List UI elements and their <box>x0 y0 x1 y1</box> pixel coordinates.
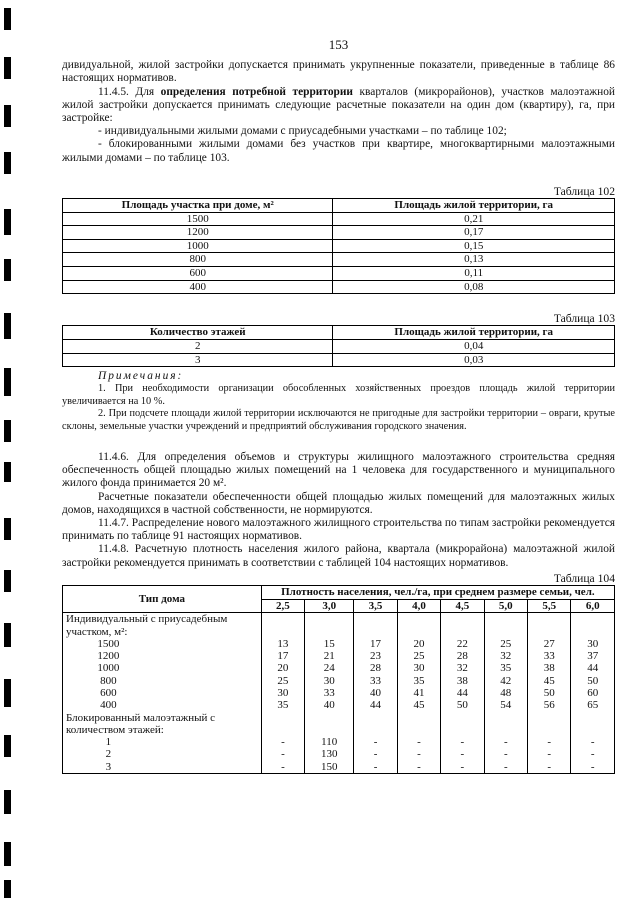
binding-mark <box>4 842 11 866</box>
table-row <box>63 253 615 267</box>
family-size-header: 4,5 <box>441 599 484 613</box>
table-cell: 33 <box>528 650 571 662</box>
table-cell: - <box>397 761 440 774</box>
table-cell: - <box>261 736 304 748</box>
table-row <box>63 662 615 674</box>
table-cell: 0,13 <box>333 253 615 267</box>
table-102-caption: Таблица 102 <box>553 184 615 198</box>
table-cell: 3 <box>63 353 333 367</box>
table-row <box>63 226 615 240</box>
table-cell: - <box>571 748 615 760</box>
paragraph-11-4-5-prefix: 11.4.5. Для <box>98 85 161 98</box>
table-cell: 0,15 <box>333 239 615 253</box>
table-cell: 37 <box>571 650 615 662</box>
table-cell: 0,08 <box>333 280 615 294</box>
table-row <box>63 761 615 774</box>
table-cell: 110 <box>305 736 354 748</box>
row-label: 1000 <box>63 662 262 674</box>
row-label: 3 <box>63 761 262 774</box>
binding-mark <box>4 209 11 235</box>
table-cell: 25 <box>484 638 527 650</box>
table-103-caption: Таблица 103 <box>553 312 615 326</box>
table-cell: 20 <box>397 638 440 650</box>
family-size-header: 5,0 <box>484 599 527 613</box>
table-cell: 30 <box>397 662 440 674</box>
table-cell: - <box>484 761 527 774</box>
table-cell: 48 <box>484 687 527 699</box>
row-label: 1200 <box>63 650 262 662</box>
table-cell: - <box>528 736 571 748</box>
table-cell: 45 <box>528 675 571 687</box>
table-cell: 0,21 <box>333 212 615 226</box>
table-cell: 17 <box>261 650 304 662</box>
table-cell: 13 <box>261 638 304 650</box>
binding-mark <box>4 259 11 281</box>
table-cell: 150 <box>305 761 354 774</box>
family-size-header: 4,0 <box>397 599 440 613</box>
table-cell: 33 <box>354 675 397 687</box>
table-cell: 32 <box>484 650 527 662</box>
table-cell: 41 <box>397 687 440 699</box>
document-page <box>62 38 615 774</box>
binding-mark <box>4 105 11 127</box>
table-cell: 22 <box>441 638 484 650</box>
table-cell: 21 <box>305 650 354 662</box>
table-group-row <box>63 613 615 638</box>
table-cell: - <box>354 736 397 748</box>
table-104-header-density: Плотность населения, чел./га, при среднем размере семьи, чел. <box>261 586 614 600</box>
paragraph-11-4-5 <box>62 86 615 126</box>
table-cell: - <box>528 761 571 774</box>
table-cell: 20 <box>261 662 304 674</box>
row-label: 800 <box>63 675 262 687</box>
table-row <box>63 687 615 699</box>
row-label: 1500 <box>63 638 262 650</box>
paragraph-11-4-5-suffix: кварталов (микрорайонов), участков малоэтажной жилой застройки допускается принимать следующие расчетные показатели на один дом (квартиру), га, при застройке: <box>62 85 616 125</box>
table-cell: 44 <box>354 699 397 711</box>
table-cell: - <box>354 761 397 774</box>
table-cell: - <box>441 761 484 774</box>
family-size-header: 2,5 <box>261 599 304 613</box>
table-cell: 1200 <box>63 226 333 240</box>
table-cell: - <box>397 736 440 748</box>
table-cell: 0,17 <box>333 226 615 240</box>
paragraph-11-4-5-bold: определения потребной территории <box>160 85 353 98</box>
binding-mark <box>4 570 11 592</box>
list-item-blocked-houses: - блокированными жилыми домами без участков при квартире, многоквартирными малоэтажными жилыми домами – по таблице 103. <box>62 138 615 164</box>
table-cell: 2 <box>63 339 333 353</box>
table-cell: 30 <box>305 675 354 687</box>
table-cell: 50 <box>571 675 615 687</box>
table-row <box>63 650 615 662</box>
binding-mark <box>4 623 11 647</box>
table-102-header-residential-area: Площадь жилой территории, га <box>333 199 615 213</box>
table-row <box>63 638 615 650</box>
family-size-header: 3,5 <box>354 599 397 613</box>
table-104-header-house-type: Тип дома <box>63 586 262 613</box>
note-item: 2. При подсчете площади жилой территории исключаются не пригодные для застройки территории – овраги, крутые склоны, земельные участки учреждений и предприятий обслуживания городского значения. <box>62 408 615 432</box>
table-cell: 130 <box>305 748 354 760</box>
table-cell: 600 <box>63 267 333 281</box>
table-cell: 54 <box>484 699 527 711</box>
table-cell: 15 <box>305 638 354 650</box>
table-cell: 17 <box>354 638 397 650</box>
table-cell: 23 <box>354 650 397 662</box>
table-cell: 50 <box>441 699 484 711</box>
table-cell: 30 <box>571 638 615 650</box>
table-cell: 800 <box>63 253 333 267</box>
binding-mark <box>4 790 11 814</box>
table-cell: 1000 <box>63 239 333 253</box>
page-number: 153 <box>328 37 349 52</box>
table-group-row <box>63 712 615 737</box>
family-size-header: 6,0 <box>571 599 615 613</box>
binding-mark <box>4 313 11 339</box>
table-cell: 42 <box>484 675 527 687</box>
table-cell: - <box>397 748 440 760</box>
table-cell: 38 <box>441 675 484 687</box>
table-cell: - <box>354 748 397 760</box>
table-cell: 35 <box>484 662 527 674</box>
table-cell: 65 <box>571 699 615 711</box>
table-row <box>63 212 615 226</box>
table-cell: 38 <box>528 662 571 674</box>
table-cell: 24 <box>305 662 354 674</box>
table-cell: - <box>571 761 615 774</box>
table-cell: - <box>261 761 304 774</box>
table-cell: 35 <box>261 699 304 711</box>
table-103 <box>62 325 615 367</box>
row-label: 2 <box>63 748 262 760</box>
binding-mark <box>4 518 11 540</box>
row-label: 600 <box>63 687 262 699</box>
table-row <box>63 748 615 760</box>
binding-mark <box>4 462 11 482</box>
table-cell: 35 <box>397 675 440 687</box>
table-cell: 33 <box>305 687 354 699</box>
table-104 <box>62 585 615 774</box>
table-row <box>63 267 615 281</box>
table-row <box>63 675 615 687</box>
binding-mark <box>4 420 11 442</box>
binding-mark <box>4 735 11 757</box>
table-103-header-residential-area: Площадь жилой территории, га <box>333 326 615 340</box>
table-cell: 45 <box>397 699 440 711</box>
table-102-header-plot-area: Площадь участка при доме, м² <box>63 199 333 213</box>
table-row <box>63 699 615 711</box>
table-cell: 32 <box>441 662 484 674</box>
table-cell: 60 <box>571 687 615 699</box>
table-cell: 28 <box>354 662 397 674</box>
notes-block <box>62 370 615 433</box>
binding-mark <box>4 8 11 30</box>
binding-mark <box>4 368 11 396</box>
paragraph-private-housing: Расчетные показатели обеспеченности общей площадью жилых помещений для малоэтажных жилых домов, находящихся в частной собственности, не нормируются. <box>62 490 615 516</box>
binding-mark <box>4 880 11 898</box>
table-104-caption: Таблица 104 <box>553 571 615 585</box>
table-cell: 27 <box>528 638 571 650</box>
table-cell: 40 <box>354 687 397 699</box>
table-cell: 1500 <box>63 212 333 226</box>
table-cell: 400 <box>63 280 333 294</box>
row-label: 400 <box>63 699 262 711</box>
table-cell: 0,04 <box>333 339 615 353</box>
table-row <box>63 280 615 294</box>
table-row <box>63 239 615 253</box>
table-row <box>63 736 615 748</box>
table-row <box>63 339 615 353</box>
table-cell: 44 <box>571 662 615 674</box>
table-cell: - <box>441 748 484 760</box>
family-size-header: 3,0 <box>305 599 354 613</box>
table-cell: - <box>484 748 527 760</box>
note-item: 1. При необходимости организации обособленных хозяйственных проездов площадь жилой территории увеличивается на 10 %. <box>62 383 615 407</box>
row-label: 1 <box>63 736 262 748</box>
table-cell: 40 <box>305 699 354 711</box>
table-row <box>63 353 615 367</box>
table-cell: 25 <box>397 650 440 662</box>
binding-mark <box>4 57 11 79</box>
paragraph-11-4-7: 11.4.7. Распределение нового малоэтажного жилищного строительства по типам застройки рекомендуется принимать по таблице 91 настоящих нормативов. <box>62 517 615 543</box>
table-cell: 44 <box>441 687 484 699</box>
paragraph-continuation: дивидуальной, жилой застройки допускается принимать укрупненные показатели, приведенные в таблице 86 настоящих нормативов. <box>62 59 615 85</box>
table-cell: 28 <box>441 650 484 662</box>
table-cell: - <box>571 736 615 748</box>
table-cell: 0,03 <box>333 353 615 367</box>
paragraph-11-4-6: 11.4.6. Для определения объемов и структуры жилищного малоэтажного строительства средняя обеспеченность общей площадью жилых помещений на 1 человека для государственного и муниципального жилого фонда принимается 20 м². <box>62 451 615 490</box>
table-cell: 30 <box>261 687 304 699</box>
binding-mark <box>4 152 11 174</box>
table-cell: 25 <box>261 675 304 687</box>
group-label-individual: Индивидуальный с приусадебным участком, м²: <box>63 613 262 638</box>
table-cell: 56 <box>528 699 571 711</box>
table-103-header-floors: Количество этажей <box>63 326 333 340</box>
notes-title: Примечания: <box>98 370 184 383</box>
group-label-blocked: Блокированный малоэтажный с количеством этажей: <box>63 712 262 737</box>
table-102 <box>62 198 615 294</box>
list-item-individual-houses: - индивидуальными жилыми домами с приусадебными участками – по таблице 102; <box>98 125 507 138</box>
table-cell: - <box>484 736 527 748</box>
binding-mark <box>4 679 11 707</box>
paragraph-11-4-8: 11.4.8. Расчетную плотность населения жилого района, квартала (микрорайона) малоэтажной жилой застройки рекомендуется принимать в соответствии с таблицей 104 настоящих нормативов. <box>62 543 615 569</box>
table-cell: - <box>441 736 484 748</box>
table-cell: - <box>261 748 304 760</box>
table-cell: - <box>528 748 571 760</box>
table-cell: 50 <box>528 687 571 699</box>
table-cell: 0,11 <box>333 267 615 281</box>
family-size-header: 5,5 <box>528 599 571 613</box>
